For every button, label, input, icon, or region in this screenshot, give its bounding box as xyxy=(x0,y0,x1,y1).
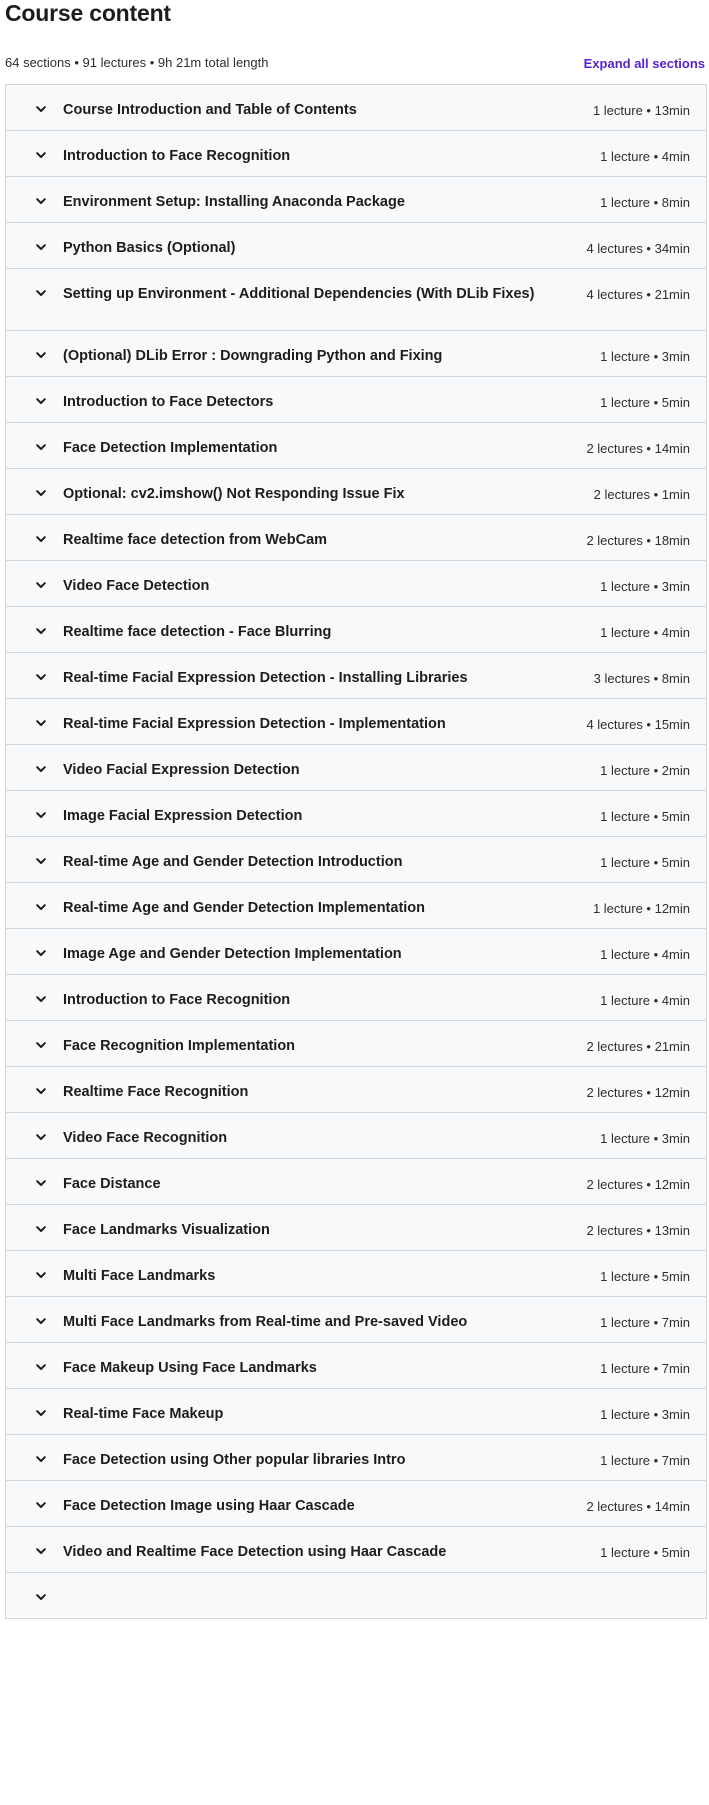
section-row[interactable] xyxy=(6,131,706,177)
chevron-down-icon[interactable] xyxy=(34,992,48,1006)
chevron-down-icon-svg xyxy=(34,1176,48,1190)
chevron-down-icon[interactable] xyxy=(34,148,48,162)
section-meta: 1 lecture • 5min xyxy=(600,1545,690,1560)
section-row[interactable] xyxy=(6,791,706,837)
chevron-down-icon-svg xyxy=(34,854,48,868)
section-title: Optional: cv2.imshow() Not Responding Issue Fix xyxy=(63,486,405,502)
chevron-down-icon[interactable] xyxy=(34,1590,48,1604)
chevron-down-icon-svg xyxy=(34,286,48,300)
course-summary-text: 64 sections • 91 lectures • 9h 21m total length xyxy=(5,55,269,70)
section-title: Introduction to Face Recognition xyxy=(63,148,291,164)
section-row[interactable] xyxy=(6,699,706,745)
section-meta: 2 lectures • 13min xyxy=(586,1223,690,1238)
chevron-down-icon[interactable] xyxy=(34,716,48,730)
section-meta: 1 lecture • 4min xyxy=(600,149,690,164)
chevron-down-icon[interactable] xyxy=(34,578,48,592)
chevron-down-icon-svg xyxy=(34,900,48,914)
chevron-down-icon[interactable] xyxy=(34,1360,48,1374)
section-meta: 1 lecture • 7min xyxy=(600,1453,690,1468)
section-row[interactable] xyxy=(6,653,706,699)
chevron-down-icon-svg xyxy=(34,194,48,208)
section-meta: 2 lectures • 12min xyxy=(586,1085,690,1100)
section-row[interactable] xyxy=(6,423,706,469)
chevron-down-icon[interactable] xyxy=(34,1314,48,1328)
section-meta: 1 lecture • 5min xyxy=(600,855,690,870)
section-title: Video Facial Expression Detection xyxy=(63,762,300,778)
section-title: Multi Face Landmarks xyxy=(63,1268,216,1284)
chevron-down-icon-svg xyxy=(34,670,48,684)
section-title: Introduction to Face Recognition xyxy=(63,992,291,1008)
chevron-down-icon-svg xyxy=(34,1498,48,1512)
chevron-down-icon[interactable] xyxy=(34,1406,48,1420)
section-row[interactable] xyxy=(6,1573,706,1619)
section-title: Face Landmarks Visualization xyxy=(63,1222,270,1238)
chevron-down-icon-svg xyxy=(34,1038,48,1052)
chevron-down-icon-svg xyxy=(34,1084,48,1098)
chevron-down-icon[interactable] xyxy=(34,1130,48,1144)
chevron-down-icon[interactable] xyxy=(34,440,48,454)
section-meta: 2 lectures • 18min xyxy=(586,533,690,548)
section-meta: 1 lecture • 5min xyxy=(600,809,690,824)
section-row[interactable] xyxy=(6,377,706,423)
section-title: Face Distance xyxy=(63,1176,161,1192)
chevron-down-icon-svg xyxy=(34,992,48,1006)
section-row[interactable] xyxy=(6,85,706,131)
section-row[interactable] xyxy=(6,1297,706,1343)
chevron-down-icon-svg xyxy=(34,1544,48,1558)
chevron-down-icon-svg xyxy=(34,240,48,254)
section-row[interactable] xyxy=(6,1067,706,1113)
section-meta: 1 lecture • 2min xyxy=(600,763,690,778)
chevron-down-icon-svg xyxy=(34,486,48,500)
section-row[interactable] xyxy=(6,1205,706,1251)
section-title: Environment Setup: Installing Anaconda Package xyxy=(63,194,405,210)
chevron-down-icon-svg xyxy=(34,532,48,546)
section-title: Python Basics (Optional) xyxy=(63,240,236,256)
section-list xyxy=(5,84,707,1619)
section-meta: 1 lecture • 7min xyxy=(600,1315,690,1330)
chevron-down-icon-svg xyxy=(34,394,48,408)
section-meta: 1 lecture • 8min xyxy=(600,195,690,210)
chevron-down-icon-svg xyxy=(34,148,48,162)
section-meta: 1 lecture • 3min xyxy=(600,1131,690,1146)
section-row[interactable] xyxy=(6,1251,706,1297)
section-title: Realtime Face Recognition xyxy=(63,1084,249,1100)
page-title: Course content xyxy=(5,0,171,26)
section-title: Course Introduction and Table of Contents xyxy=(63,102,357,118)
section-title: Face Makeup Using Face Landmarks xyxy=(63,1360,317,1376)
section-title: Video and Realtime Face Detection using Haar Cascade xyxy=(63,1544,447,1560)
section-row[interactable] xyxy=(6,269,706,331)
chevron-down-icon[interactable] xyxy=(34,194,48,208)
section-row[interactable] xyxy=(6,837,706,883)
section-row[interactable] xyxy=(6,561,706,607)
chevron-down-icon-svg xyxy=(34,762,48,776)
section-row[interactable] xyxy=(6,1435,706,1481)
chevron-down-icon-svg xyxy=(34,440,48,454)
chevron-down-icon-svg xyxy=(34,1452,48,1466)
section-row[interactable] xyxy=(6,1481,706,1527)
chevron-down-icon-svg xyxy=(34,946,48,960)
section-row[interactable] xyxy=(6,1527,706,1573)
chevron-down-icon[interactable] xyxy=(34,486,48,500)
chevron-down-icon[interactable] xyxy=(34,1452,48,1466)
chevron-down-icon[interactable] xyxy=(34,1268,48,1282)
chevron-down-icon[interactable] xyxy=(34,348,48,362)
section-meta: 1 lecture • 13min xyxy=(592,103,690,118)
section-row[interactable] xyxy=(6,975,706,1021)
section-title: Real-time Facial Expression Detection - Installing Libraries xyxy=(63,670,468,686)
section-meta: 1 lecture • 5min xyxy=(600,1269,690,1284)
section-title: Real-time Age and Gender Detection Implementation xyxy=(63,900,426,916)
section-row[interactable] xyxy=(6,883,706,929)
section-row[interactable] xyxy=(6,515,706,561)
section-title: (Optional) DLib Error : Downgrading Python and Fixing xyxy=(63,348,443,364)
chevron-down-icon[interactable] xyxy=(34,808,48,822)
section-title: Face Detection using Other popular libraries Intro xyxy=(63,1452,406,1468)
section-title: Setting up Environment - Additional Dependencies (With DLib Fixes) xyxy=(63,286,535,302)
section-row[interactable] xyxy=(6,1389,706,1435)
chevron-down-icon-svg xyxy=(34,1590,48,1604)
section-title: Face Detection Implementation xyxy=(63,440,278,456)
section-meta: 4 lectures • 15min xyxy=(586,717,690,732)
section-row[interactable] xyxy=(6,607,706,653)
section-meta: 3 lectures • 8min xyxy=(593,671,690,686)
section-title: Real-time Age and Gender Detection Introduction xyxy=(63,854,403,870)
section-meta: 2 lectures • 14min xyxy=(586,441,690,456)
chevron-down-icon[interactable] xyxy=(34,240,48,254)
chevron-down-icon[interactable] xyxy=(34,670,48,684)
chevron-down-icon[interactable] xyxy=(34,946,48,960)
chevron-down-icon[interactable] xyxy=(34,854,48,868)
section-row[interactable] xyxy=(6,745,706,791)
section-title: Realtime face detection from WebCam xyxy=(63,532,328,548)
chevron-down-icon-svg xyxy=(34,1314,48,1328)
chevron-down-icon[interactable] xyxy=(34,1544,48,1558)
chevron-down-icon-svg xyxy=(34,1130,48,1144)
section-title: Real-time Face Makeup xyxy=(63,1406,224,1422)
section-row[interactable] xyxy=(6,1113,706,1159)
section-title: Introduction to Face Detectors xyxy=(63,394,274,410)
section-row[interactable] xyxy=(6,331,706,377)
section-row[interactable] xyxy=(6,177,706,223)
section-title: Face Recognition Implementation xyxy=(63,1038,296,1054)
chevron-down-icon-svg xyxy=(34,1268,48,1282)
section-row[interactable] xyxy=(6,469,706,515)
section-title: Real-time Facial Expression Detection - Implementation xyxy=(63,716,446,732)
chevron-down-icon[interactable] xyxy=(34,102,48,116)
section-meta: 1 lecture • 4min xyxy=(600,947,690,962)
section-title: Face Detection Image using Haar Cascade xyxy=(63,1498,355,1514)
section-meta: 1 lecture • 7min xyxy=(600,1361,690,1376)
section-meta: 1 lecture • 4min xyxy=(600,993,690,1008)
section-row[interactable] xyxy=(6,1343,706,1389)
section-meta: 1 lecture • 3min xyxy=(600,579,690,594)
section-meta: 2 lectures • 1min xyxy=(593,487,690,502)
chevron-down-icon[interactable] xyxy=(34,286,48,300)
chevron-down-icon[interactable] xyxy=(34,1498,48,1512)
section-title: Video Face Detection xyxy=(63,578,210,594)
chevron-down-icon[interactable] xyxy=(34,1176,48,1190)
section-meta: 2 lectures • 14min xyxy=(586,1499,690,1514)
chevron-down-icon[interactable] xyxy=(34,394,48,408)
chevron-down-icon[interactable] xyxy=(34,762,48,776)
chevron-down-icon-svg xyxy=(34,1360,48,1374)
chevron-down-icon-svg xyxy=(34,102,48,116)
section-meta: 1 lecture • 12min xyxy=(592,901,690,916)
chevron-down-icon[interactable] xyxy=(34,1084,48,1098)
section-title: Multi Face Landmarks from Real-time and Pre-saved Video xyxy=(63,1314,468,1330)
section-row[interactable] xyxy=(6,929,706,975)
chevron-down-icon-svg xyxy=(34,1222,48,1236)
section-meta: 1 lecture • 5min xyxy=(600,395,690,410)
chevron-down-icon[interactable] xyxy=(34,900,48,914)
section-title: Video Face Recognition xyxy=(63,1130,228,1146)
section-row[interactable] xyxy=(6,1021,706,1067)
chevron-down-icon-svg xyxy=(34,1406,48,1420)
section-title: Image Age and Gender Detection Implementation xyxy=(63,946,402,962)
chevron-down-icon-svg xyxy=(34,578,48,592)
section-title: Image Facial Expression Detection xyxy=(63,808,303,824)
section-row[interactable] xyxy=(6,223,706,269)
chevron-down-icon[interactable] xyxy=(34,1222,48,1236)
chevron-down-icon[interactable] xyxy=(34,1038,48,1052)
section-meta: 2 lectures • 21min xyxy=(586,1039,690,1054)
expand-all-sections-button[interactable]: Expand all sections xyxy=(583,56,705,71)
section-meta: 2 lectures • 12min xyxy=(586,1177,690,1192)
chevron-down-icon-svg xyxy=(34,808,48,822)
section-meta: 4 lectures • 21min xyxy=(586,287,690,302)
section-meta: 1 lecture • 4min xyxy=(600,625,690,640)
course-summary xyxy=(5,54,705,74)
chevron-down-icon-svg xyxy=(34,716,48,730)
section-meta: 4 lectures • 34min xyxy=(586,241,690,256)
section-title: Realtime face detection - Face Blurring xyxy=(63,624,332,640)
chevron-down-icon-svg xyxy=(34,624,48,638)
chevron-down-icon[interactable] xyxy=(34,532,48,546)
section-row[interactable] xyxy=(6,1159,706,1205)
chevron-down-icon[interactable] xyxy=(34,624,48,638)
section-meta: 1 lecture • 3min xyxy=(600,349,690,364)
chevron-down-icon-svg xyxy=(34,348,48,362)
section-meta: 1 lecture • 3min xyxy=(600,1407,690,1422)
